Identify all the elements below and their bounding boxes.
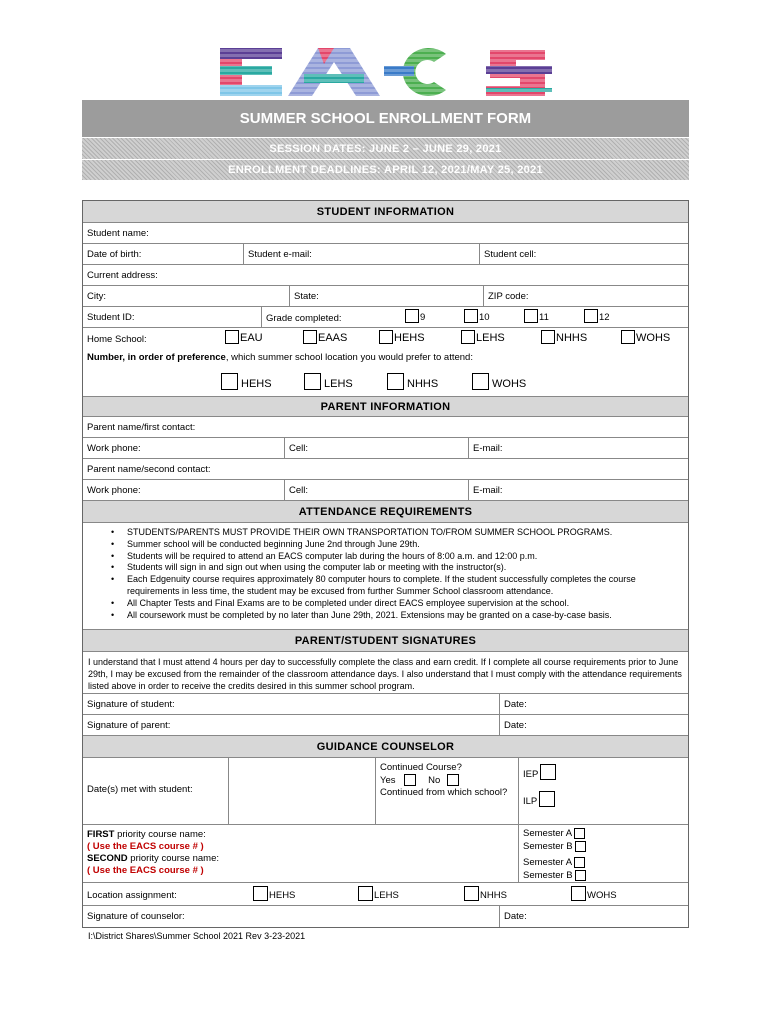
- attendance-item: • Summer school will be conducted beginning June 2nd through June 29th.: [127, 539, 678, 551]
- enrollment-deadlines: ENROLLMENT DEADLINES: APRIL 12, 2021/MAY 25, 2021: [82, 159, 689, 180]
- no-checkbox[interactable]: [447, 774, 459, 786]
- grade-completed: [261, 307, 690, 327]
- parent-second-field[interactable]: Parent name/second contact:: [87, 464, 211, 475]
- parent1-cell[interactable]: Cell:: [284, 438, 468, 458]
- attendance-item: • Each Edgenuity course requires approximately 80 computer hours to complete. If the student successfully completes the course requirements in less time, the student may be excused from further Summer School classroom attendance.: [127, 574, 678, 598]
- address-field[interactable]: Current address:: [87, 270, 158, 281]
- assign-lehs-checkbox[interactable]: LEHS: [358, 886, 399, 901]
- ilp-label: ILP: [523, 796, 538, 807]
- pref-nhhs-box[interactable]: NHHS: [387, 373, 438, 390]
- student-signature-date[interactable]: Date:: [499, 694, 690, 714]
- pref-wohs-box[interactable]: WOHS: [472, 373, 526, 390]
- iep-label: IEP: [523, 769, 539, 780]
- city-field[interactable]: City:: [87, 291, 106, 302]
- grade-10-checkbox[interactable]: 10: [464, 309, 490, 323]
- school-eaas-checkbox[interactable]: EAAS: [303, 330, 347, 344]
- school-wohs-checkbox[interactable]: WOHS: [621, 330, 670, 344]
- assign-nhhs-checkbox[interactable]: NHHS: [464, 886, 507, 901]
- enrollment-form: [82, 200, 689, 928]
- attendance-list: [83, 523, 688, 625]
- yes-label: Yes: [380, 775, 396, 786]
- counselor-signature-date[interactable]: Date:: [499, 906, 690, 927]
- iep-ilp: [518, 758, 690, 824]
- parent1-email[interactable]: E-mail:: [468, 438, 690, 458]
- iep-checkbox[interactable]: [540, 764, 556, 780]
- parent2-cell[interactable]: Cell:: [284, 480, 468, 500]
- assign-hehs-checkbox[interactable]: HEHS: [253, 886, 295, 901]
- attendance-heading: ATTENDANCE REQUIREMENTS: [83, 501, 688, 523]
- attendance-item: • STUDENTS/PARENTS MUST PROVIDE THEIR OWN TRANSPORTATION TO/FROM SUMMER SCHOOL PROGRAMS.: [127, 527, 678, 539]
- second-sem-a-checkbox[interactable]: [574, 857, 585, 868]
- dates-met-field[interactable]: Date(s) met with student:: [87, 784, 193, 795]
- first-sem-b-label: Semester B: [523, 840, 573, 852]
- zip-field[interactable]: ZIP code:: [483, 286, 690, 306]
- school-lehs-checkbox[interactable]: LEHS: [461, 330, 505, 344]
- assign-wohs-checkbox[interactable]: WOHS: [571, 886, 617, 901]
- footer-path: I:\District Shares\Summer School 2021 Rev 3-23-2021: [88, 931, 306, 941]
- school-nhhs-checkbox[interactable]: NHHS: [541, 330, 587, 344]
- parent2-work-phone[interactable]: Work phone:: [87, 485, 141, 496]
- continued-course-label: Continued Course?: [380, 762, 462, 773]
- eacs-logo: [220, 44, 552, 98]
- grade-label: Grade completed:: [266, 313, 342, 324]
- second-sem-a-label: Semester A: [523, 857, 572, 868]
- ilp-checkbox[interactable]: [539, 791, 555, 807]
- parent-info-heading: PARENT INFORMATION: [83, 397, 688, 417]
- grade-9-checkbox[interactable]: 9: [405, 309, 425, 323]
- state-field[interactable]: State:: [289, 286, 483, 306]
- pref-lehs-box[interactable]: LEHS: [304, 373, 353, 390]
- first-sem-a-label: Semester A: [523, 828, 572, 839]
- parent-first-field[interactable]: Parent name/first contact:: [87, 422, 196, 433]
- dates-met-value[interactable]: [228, 758, 375, 824]
- student-email-field[interactable]: Student e-mail:: [243, 244, 479, 264]
- second-sem-b-checkbox[interactable]: [575, 870, 586, 881]
- attendance-item: • All coursework must be completed by no later than June 29th, 2021. Extensions may be granted on a case-by-case basis.: [127, 610, 678, 622]
- student-name-field[interactable]: Student name:: [87, 228, 149, 239]
- pref-hehs-box[interactable]: HEHS: [221, 373, 272, 390]
- student-signature-field[interactable]: Signature of student:: [87, 699, 175, 710]
- session-dates: SESSION DATES: JUNE 2 – JUNE 29, 2021: [82, 137, 689, 159]
- school-eau-checkbox[interactable]: EAU: [225, 330, 263, 344]
- first-sem-b-checkbox[interactable]: [575, 841, 586, 852]
- signatures-heading: PARENT/STUDENT SIGNATURES: [83, 630, 688, 652]
- course-names[interactable]: FIRST priority course name: ( Use the EACS course # ) SECOND priority course name: ( Use the EACS course # ): [87, 829, 219, 876]
- parent-signature-field[interactable]: Signature of parent:: [87, 720, 171, 731]
- continued-from-label: Continued from which school?: [380, 787, 508, 798]
- student-id-field[interactable]: Student ID:: [87, 312, 135, 323]
- home-school-label: Home School:: [87, 334, 147, 345]
- parent-signature-date[interactable]: Date:: [499, 715, 690, 735]
- no-label: No: [428, 775, 441, 786]
- attendance-item: • Students will be required to attend an EACS computer lab during the hours of 8:00 a.m. and 12:00 p.m.: [127, 551, 678, 563]
- school-hehs-checkbox[interactable]: HEHS: [379, 330, 425, 344]
- grade-11-checkbox[interactable]: 11: [524, 309, 549, 323]
- preference-instruction: Number, in order of preference, which summer school location you would prefer to attend:: [87, 352, 473, 363]
- counselor-signature-field[interactable]: Signature of counselor:: [87, 911, 185, 922]
- student-cell-field[interactable]: Student cell:: [479, 244, 690, 264]
- student-info-heading: STUDENT INFORMATION: [83, 201, 688, 223]
- second-sem-b-label: Semester B: [523, 869, 573, 881]
- semester-options: [518, 825, 690, 882]
- attendance-item: • Students will sign in and sign out when using the computer lab or meeting with the instructor(s).: [127, 562, 678, 574]
- parent2-email[interactable]: E-mail:: [468, 480, 690, 500]
- form-title: SUMMER SCHOOL ENROLLMENT FORM: [82, 100, 689, 137]
- first-sem-a-checkbox[interactable]: [574, 828, 585, 839]
- location-assignment-label: Location assignment:: [87, 890, 177, 901]
- signature-agreement-text: I understand that I must attend 4 hours per day to successfully complete the class and earn credit. If I complete all course requirements prior to June 29th, I may be excused from the remainder of the classroom attendance days. I also understand that I must comply with the attendance requirements listed above in order to receive the credits desired in this summer school program.: [88, 657, 682, 691]
- dob-field[interactable]: Date of birth:: [87, 249, 142, 260]
- yes-checkbox[interactable]: [404, 774, 416, 786]
- attendance-item: • All Chapter Tests and Final Exams are to be completed under direct EACS employee supervision at the school.: [127, 598, 678, 610]
- parent1-work-phone[interactable]: Work phone:: [87, 443, 141, 454]
- grade-12-checkbox[interactable]: 12: [584, 309, 610, 323]
- guidance-heading: GUIDANCE COUNSELOR: [83, 736, 688, 758]
- continued-course: [375, 758, 518, 824]
